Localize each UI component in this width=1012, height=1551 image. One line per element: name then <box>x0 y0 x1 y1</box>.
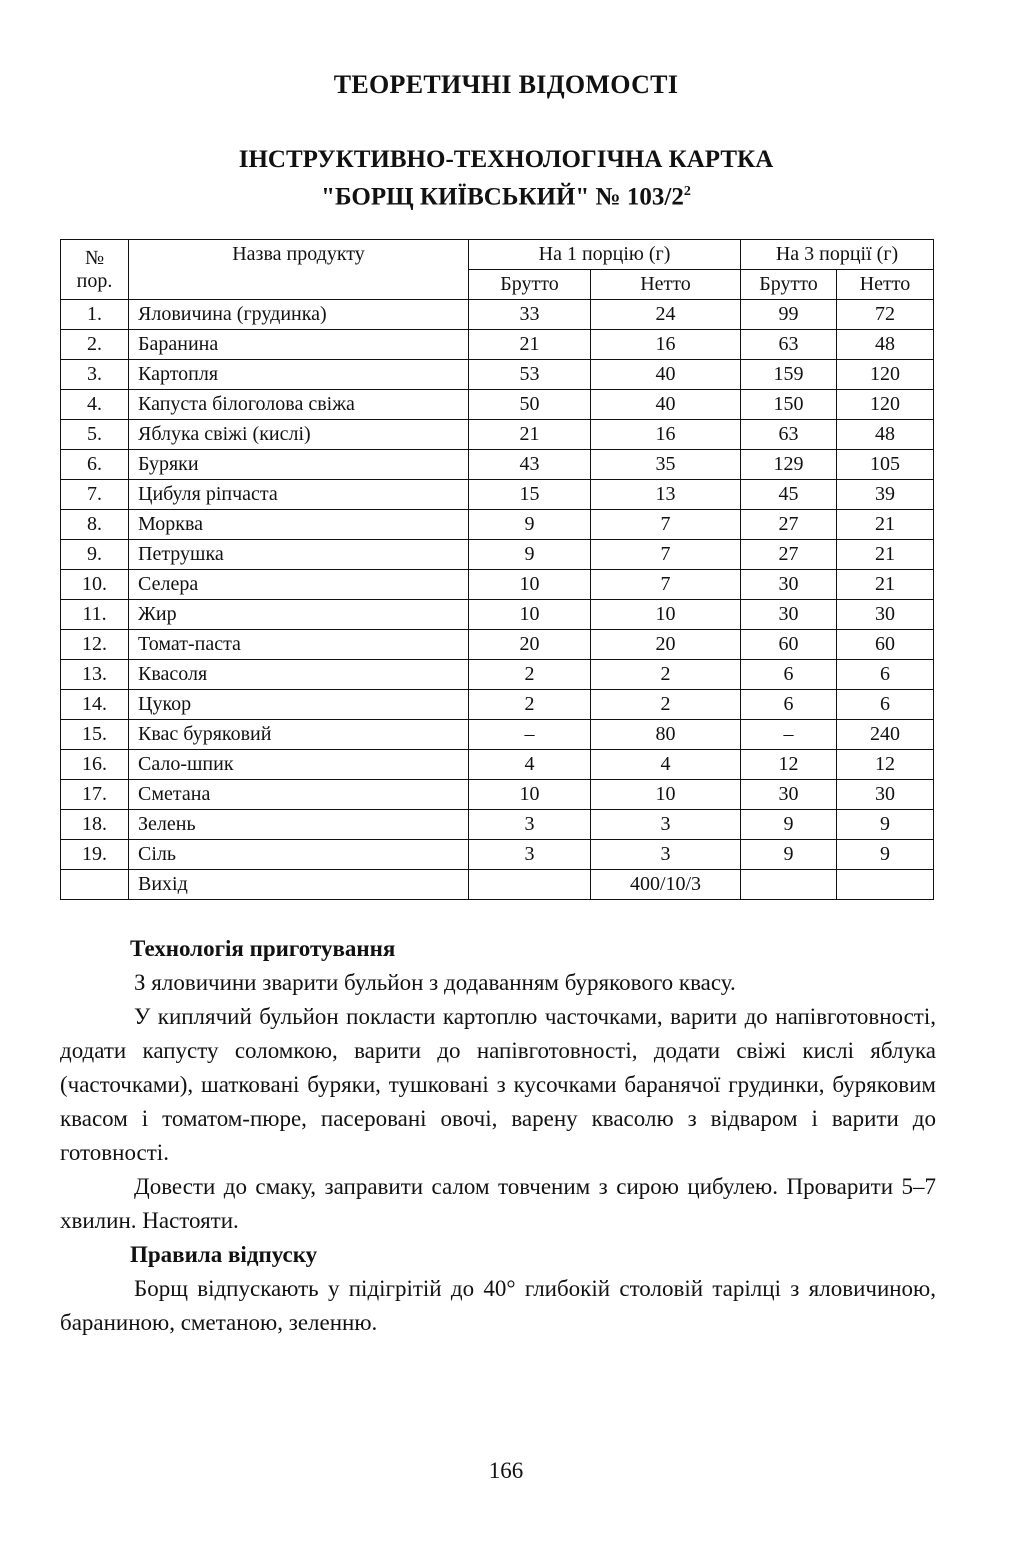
cell-number: 9. <box>61 540 129 570</box>
recipe-text <box>60 932 936 1340</box>
table-row <box>61 540 934 570</box>
table-row <box>61 630 934 660</box>
cell-product: Сметана <box>129 780 469 810</box>
cell-product: Цибуля ріпчаста <box>129 480 469 510</box>
cell-net-1: 3 <box>591 810 741 840</box>
cell-net-3: 30 <box>837 600 934 630</box>
table-row <box>61 360 934 390</box>
card-title-line2 <box>0 176 1012 213</box>
cell-product: Квасоля <box>129 660 469 690</box>
cell-product: Сало-шпик <box>129 750 469 780</box>
table-row <box>61 720 934 750</box>
cell-net-1: 20 <box>591 630 741 660</box>
table-row <box>61 810 934 840</box>
serving-heading: Правила відпуску <box>130 1242 318 1267</box>
cell-net-3: 9 <box>837 810 934 840</box>
cell-gross-1: 4 <box>469 750 591 780</box>
cell-net-3: 240 <box>837 720 934 750</box>
table-row <box>61 510 934 540</box>
cell-number: 2. <box>61 330 129 360</box>
cell-gross-3: 6 <box>741 660 837 690</box>
cell-gross-1: 3 <box>469 840 591 870</box>
table-row <box>61 330 934 360</box>
cell-net-3: 21 <box>837 570 934 600</box>
cell-product: Селера <box>129 570 469 600</box>
table-row <box>61 750 934 780</box>
cell-gross-3: 159 <box>741 360 837 390</box>
cell-empty <box>837 870 934 900</box>
cell-product: Цукор <box>129 690 469 720</box>
cell-net-3: 48 <box>837 330 934 360</box>
card-title-line2-text: "БОРЩ КИЇВСЬКИЙ" № 103/2 <box>321 183 684 211</box>
cell-gross-1: 33 <box>469 300 591 330</box>
cell-gross-1: 2 <box>469 660 591 690</box>
cell-gross-1: 50 <box>469 390 591 420</box>
col-header-gross-3: Брутто <box>741 270 837 300</box>
col-header-gross-1: Брутто <box>469 270 591 300</box>
table-row <box>61 780 934 810</box>
cell-gross-3: 27 <box>741 540 837 570</box>
cell-product: Квас буряковий <box>129 720 469 750</box>
cell-number: 15. <box>61 720 129 750</box>
table-row <box>61 600 934 630</box>
cell-net-1: 24 <box>591 300 741 330</box>
recipe-table <box>60 239 934 900</box>
cell-product: Капуста білоголова свіжа <box>129 390 469 420</box>
cell-number: 12. <box>61 630 129 660</box>
cell-product: Морква <box>129 510 469 540</box>
table-row <box>61 450 934 480</box>
technology-heading: Технологія приготування <box>130 936 396 961</box>
cell-gross-3: 30 <box>741 570 837 600</box>
cell-net-3: 120 <box>837 360 934 390</box>
cell-net-1: 4 <box>591 750 741 780</box>
cell-product: Баранина <box>129 330 469 360</box>
cell-number: 6. <box>61 450 129 480</box>
cell-number: 14. <box>61 690 129 720</box>
cell-net-1: 35 <box>591 450 741 480</box>
col-header-product: Назва продукту <box>129 240 469 300</box>
cell-net-1: 16 <box>591 420 741 450</box>
card-title <box>0 144 1012 213</box>
cell-number: 16. <box>61 750 129 780</box>
yield-value: 400/10/3 <box>591 870 741 900</box>
cell-gross-3: 9 <box>741 840 837 870</box>
cell-net-1: 10 <box>591 780 741 810</box>
table-row <box>61 690 934 720</box>
cell-net-3: 60 <box>837 630 934 660</box>
cell-net-3: 72 <box>837 300 934 330</box>
cell-empty <box>741 870 837 900</box>
card-title-superscript: 2 <box>683 184 691 199</box>
col-header-net-1: Нетто <box>591 270 741 300</box>
cell-net-3: 6 <box>837 690 934 720</box>
table-row <box>61 390 934 420</box>
cell-net-1: 10 <box>591 600 741 630</box>
cell-number: 8. <box>61 510 129 540</box>
cell-gross-3: 30 <box>741 780 837 810</box>
cell-gross-1: 2 <box>469 690 591 720</box>
cell-net-3: 21 <box>837 510 934 540</box>
table-row <box>61 570 934 600</box>
cell-net-1: 7 <box>591 540 741 570</box>
page-number: 166 <box>488 1458 524 1483</box>
col-header-number-line1: № <box>84 246 105 269</box>
table-row <box>61 840 934 870</box>
card-title-line1: ІНСТРУКТИВНО-ТЕХНОЛОГІЧНА КАРТКА <box>238 146 774 173</box>
cell-net-1: 2 <box>591 660 741 690</box>
cell-number: 11. <box>61 600 129 630</box>
cell-net-3: 6 <box>837 660 934 690</box>
cell-gross-1: 53 <box>469 360 591 390</box>
cell-gross-3: 60 <box>741 630 837 660</box>
cell-number: 10. <box>61 570 129 600</box>
cell-gross-3: 99 <box>741 300 837 330</box>
cell-product: Томат-паста <box>129 630 469 660</box>
cell-product: Сіль <box>129 840 469 870</box>
cell-net-3: 39 <box>837 480 934 510</box>
paragraph-serving: Борщ відпускають у підігрітій до 40° глибокій столовій тарілці з яловичиною, бараниною, сметаною, зеленню. <box>60 1276 936 1335</box>
cell-gross-1: 9 <box>469 510 591 540</box>
cell-number: 18. <box>61 810 129 840</box>
cell-empty <box>469 870 591 900</box>
table-row <box>61 300 934 330</box>
cell-gross-1: 43 <box>469 450 591 480</box>
col-header-net-3: Нетто <box>837 270 934 300</box>
yield-label: Вихід <box>129 870 469 900</box>
table-row <box>61 480 934 510</box>
col-header-number-line2: пор. <box>76 269 113 292</box>
section-title: ТЕОРЕТИЧНІ ВІДОМОСТІ <box>333 70 679 99</box>
paragraph-broth: З яловичини зварити бульйон з додаванням бурякового квасу. <box>134 970 736 995</box>
page-header <box>0 70 1012 213</box>
cell-number: 4. <box>61 390 129 420</box>
cell-gross-3: 129 <box>741 450 837 480</box>
cell-product: Картопля <box>129 360 469 390</box>
cell-gross-3: 63 <box>741 420 837 450</box>
cell-gross-1: 21 <box>469 420 591 450</box>
cell-gross-1: 10 <box>469 600 591 630</box>
cell-gross-1: 10 <box>469 570 591 600</box>
yield-row <box>61 870 934 900</box>
cell-number: 19. <box>61 840 129 870</box>
cell-net-1: 40 <box>591 390 741 420</box>
cell-net-3: 9 <box>837 840 934 870</box>
cell-net-1: 80 <box>591 720 741 750</box>
cell-number: 3. <box>61 360 129 390</box>
table-row <box>61 420 934 450</box>
table-body <box>61 300 934 900</box>
cell-product: Яблука свіжі (кислі) <box>129 420 469 450</box>
cell-gross-1: 3 <box>469 810 591 840</box>
cell-gross-3: 45 <box>741 480 837 510</box>
cell-net-3: 120 <box>837 390 934 420</box>
cell-gross-1: 15 <box>469 480 591 510</box>
cell-gross-3: 6 <box>741 690 837 720</box>
cell-net-3: 12 <box>837 750 934 780</box>
cell-net-1: 13 <box>591 480 741 510</box>
cell-net-1: 2 <box>591 690 741 720</box>
col-header-number <box>61 240 129 300</box>
cell-net-3: 30 <box>837 780 934 810</box>
cell-net-1: 3 <box>591 840 741 870</box>
cell-gross-3: 63 <box>741 330 837 360</box>
cell-gross-1: 20 <box>469 630 591 660</box>
col-header-three-portions: На 3 порції (г) <box>741 240 934 270</box>
cell-number: 7. <box>61 480 129 510</box>
cell-product: Зелень <box>129 810 469 840</box>
cell-gross-3: 12 <box>741 750 837 780</box>
paragraph-finishing: Довести до смаку, заправити салом товченим з сирою цибулею. Проварити 5–7 хвилин. Настояти. <box>60 1174 936 1233</box>
cell-product: Буряки <box>129 450 469 480</box>
cell-gross-3: 9 <box>741 810 837 840</box>
cell-number-empty <box>61 870 129 900</box>
cell-gross-3: 150 <box>741 390 837 420</box>
paragraph-cooking: У киплячий бульйон покласти картоплю часточками, варити до напівготовності, додати капусту соломкою, варити до напівготовності, додати свіжі кислі яблука (часточками), шатковані буряки, тушковані з кусочками баранячої грудинки, буряковим квасом і томатом-пюре, пасеровані овочі, варену квасолю з відваром і варити до готовності. <box>60 1004 936 1165</box>
cell-gross-1: 21 <box>469 330 591 360</box>
col-header-one-portion: На 1 порцію (г) <box>469 240 741 270</box>
cell-product: Яловичина (грудинка) <box>129 300 469 330</box>
cell-product: Петрушка <box>129 540 469 570</box>
cell-gross-3: – <box>741 720 837 750</box>
cell-net-3: 48 <box>837 420 934 450</box>
cell-gross-3: 27 <box>741 510 837 540</box>
cell-net-1: 16 <box>591 330 741 360</box>
cell-net-1: 7 <box>591 510 741 540</box>
cell-gross-1: 9 <box>469 540 591 570</box>
cell-gross-3: 30 <box>741 600 837 630</box>
cell-gross-1: 10 <box>469 780 591 810</box>
cell-net-1: 40 <box>591 360 741 390</box>
cell-net-3: 105 <box>837 450 934 480</box>
cell-number: 1. <box>61 300 129 330</box>
cell-net-3: 21 <box>837 540 934 570</box>
table-row <box>61 660 934 690</box>
table-header-row <box>61 240 934 270</box>
cell-number: 13. <box>61 660 129 690</box>
cell-net-1: 7 <box>591 570 741 600</box>
cell-number: 5. <box>61 420 129 450</box>
cell-gross-1: – <box>469 720 591 750</box>
cell-product: Жир <box>129 600 469 630</box>
cell-number: 17. <box>61 780 129 810</box>
